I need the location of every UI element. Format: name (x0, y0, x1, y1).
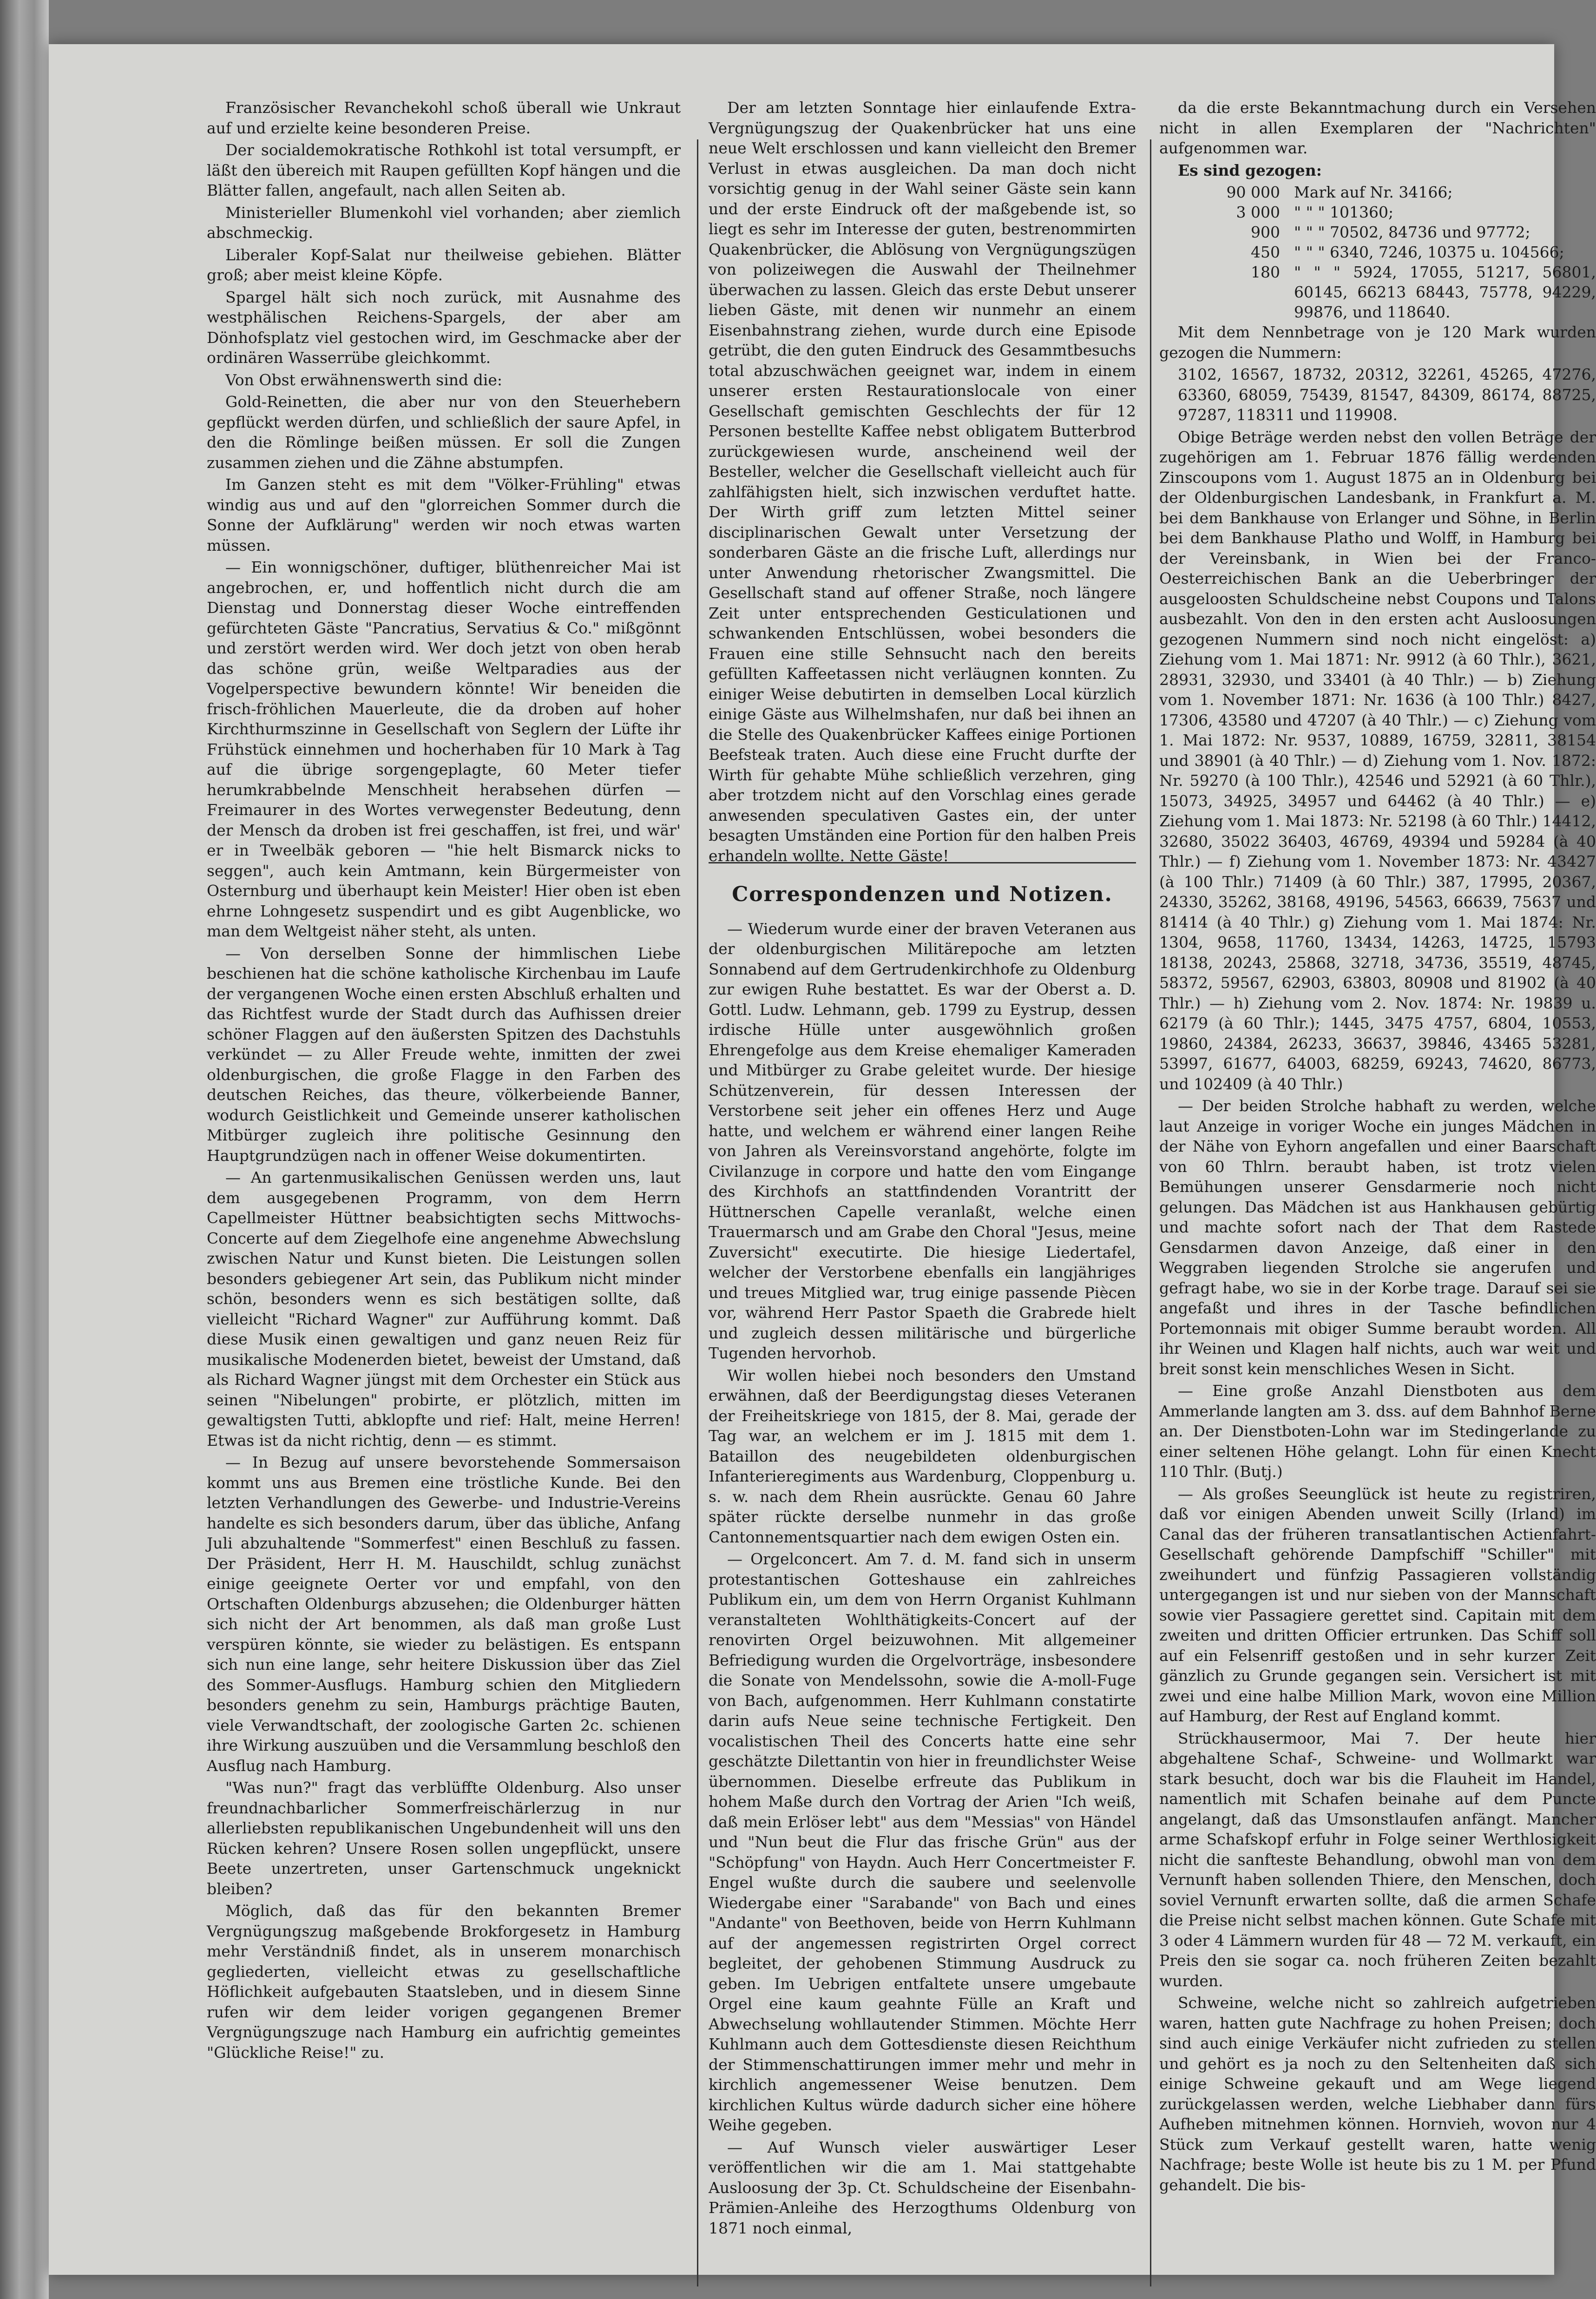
paragraph: — Der beiden Strolche habhaft zu werden, welche laut Anzeige in voriger Woche ein junges Mädchen in der Nähe von Eyhorn angefallen und einer Baarschaft von 60 Thlrn. beraubt haben, ist trotz vielen Bemühungen unserer Gensdarmerie noch nicht gelungen. Das Mädchen ist aus Hankhausen gebürtig und machte sofort nach der That dem Rastede Gensdarmen davon Anzeige, daß einer in den Weggraben liegenden Strolche sie angerufen und gefragt habe, wo sie in der Korbe trage. Darauf sei sie angefaßt und ihres in der Tasche befindlichen Portemonnais mit obiger Summe beraubt worden. All ihr Weinen und Klagen half nichts, auch war weit und breit sonst kein menschliches Wesen in Sicht. (1159, 1097, 1596, 1378)
prize-amount: 180 (1251, 263, 1280, 281)
prize-row (1159, 182, 1596, 202)
paragraph: Gold-Reinetten, die aber nur von den Steuerhebern gepflückt werden dürfen, und schließlich der saure Apfel, in den die Römlinge beißen müssen. Er soll die Zungen zusammen ziehen und die Zähne abstumpfen. (207, 393, 681, 472)
number-list: 3102, 16567, 18732, 20312, 32261, 45265, 47276, 63360, 68059, 75439, 81547, 84309, 86174, 88725, 97287, 118311 und 119908. (1178, 365, 1596, 424)
prize-numbers: " " " 6340, 7246, 10375 u. 104566; (1294, 243, 1564, 261)
column-3 (1159, 98, 1596, 2197)
prize-amount: 900 (1251, 223, 1280, 241)
prize-amount: 3 000 (1236, 203, 1280, 221)
prize-numbers: " " " 70502, 84736 und 97772; (1294, 223, 1530, 241)
newspaper-page (49, 44, 1596, 2275)
column-2 (709, 98, 1136, 2240)
paragraph: Strückhausermoor, Mai 7. Der heute hier abgehaltene Schaf-, Schweine- und Wollmarkt war stark besucht, doch war bis die Flauheit im Handel, namentlich mit Schafen beinahe auf dem Puncte angelangt, daß das Umsonstlaufen anfängt. Mancher arme Schafskopf erfuhr in Folge seiner Werthlosigkeit nicht die sanfteste Behandlung, obwohl man von dem Vernunft haben sollenden Thiere, den Menschen, doch soviel Vernunft erwarten sollte, daß die armen Schafe die Preise nicht selbst machen können. Gute Schafe mit 3 oder 4 Lämmern wurden für 48 — 72 M. verkauft, ein Preis den sie sogar ca. noch früheren Zeiten bezahlt wurden. (1159, 1729, 1596, 1990)
paragraph: — Eine große Anzahl Dienstboten aus dem Ammerlande langten am 3. dss. auf dem Bahnhof Berne an. Der Dienstboten-Lohn war im Stedingerlande zu einer seltenen Höhe gelangt. Lohn für einen Knecht 110 Thlr. (Butj.) (1159, 1382, 1596, 1481)
prize-row (1159, 262, 1596, 322)
prize-amount: 90 000 (1226, 183, 1280, 201)
paragraph: Mit dem Nennbetrage von je 120 Mark wurden gezogen die Nummern: (1159, 323, 1596, 362)
column-divider (697, 139, 698, 2286)
book-binding-edge (0, 0, 49, 2299)
prize-numbers: " " " 101360; (1294, 203, 1394, 221)
prize-row (1159, 242, 1596, 262)
paragraph: Ministerieller Blumenkohl viel vorhanden; aber ziemlich abschmeckig. (207, 203, 681, 242)
paragraph: — Ein wonnigschöner, duftiger, blüthenreicher Mai ist angebrochen, er, und hoffentlich nicht durch die am Dienstag und Donnerstag dieser Woche eintreffenden gefürchteten Gäste "Pancratius, Servatius & Co." mißgönnt und zerstört werden wird. Wer doch jetzt von oben herab das schöne grün, weiße Weltparadies aus der Vogelperspective bewundern könnte! Wir beneiden die frisch-fröhlichen Mauerleute, die da droben auf hoher Kirchthurmszinne in Gesellschaft von Seglern der Lüfte ihr Frühstück einnehmen und hocherhaben für 10 Mark à Tag auf die übrige sorgengeplagte, 60 Meter tiefer herumkrabbelnde Menschheit herabsehen dürfen — Freimaurer in des Wortes verwegenster Bedeutung, denn der Mensch da droben ist frei geschaffen, ist frei, und wär' er in Tweelbäk geboren — "hie helt Bismarck nicks to seggen", auch kein Amtmann, kein Bürgermeister von Osternburg und überhaupt kein Meister! Hier oben ist eben ehrne Lohngesetz suspendirt und es gibt Augenblicke, wo man dem Weltgeist näher steht, als unten. (207, 558, 681, 940)
paragraph: Wir wollen hiebei noch besonders den Umstand erwähnen, daß der Beerdigungstag dieses Veteranen der Freiheitskriege von 1815, der 8. Mai, gerade der Tag war, an welchem er im J. 1815 mit dem 1. Bataillon des neugebildeten oldenburgischen Infanterieregiments aus Wardenburg, Cloppenburg u. s. w. nach dem Rhein ausrückte. Genau 60 Jahre später rückte derselbe nunmehr in das große Cantonnementsquartier nach dem ewigen Osten ein. (709, 1366, 1136, 1546)
paragraph: — Orgelconcert. Am 7. d. M. fand sich in unserm protestantischen Gotteshause ein zahlreiches Publikum ein, um dem von Herrn Organist Kuhlmann veranstalteten Wohlthätigkeits-Concert auf der renovirten Orgel beizuwohnen. Mit allgemeiner Befriedigung wurden die Orgelvorträge, insbesondere die Sonate von Mendelssohn, sowie die A-moll-Fuge von Bach, aufgenommen. Herr Kuhlmann constatirte darin aufs Neue seine technische Fertigkeit. Den vocalistischen Theil des Concerts hatte eine sehr geschätzte Dilettantin von hier in freundlichster Weise übernommen. Dieselbe erfreute das Publikum in hohem Maße durch den Vortrag der Arien "Ich weiß, daß mein Erlöser lebt" aus dem "Messias" von Händel und "Nun beut die Flur das frische Grün" aus der "Schöpfung" von Haydn. Auch Herr Concertmeister F. Engel wußte durch die saubere und seelenvolle Wiedergabe einer "Sarabande" von Bach und eines "Andante" von Beethoven, beide von Herrn Kuhlmann auf der angemessen registrirten Orgel correct begleitet, der gehobenen Stimmung Ausdruck zu geben. Im Uebrigen entfaltete unsere umgebaute Orgel eine kaum geahnte Fülle an Kraft und Abwechselung wohllautender Stimmen. Möchte Herr Kuhlmann auch dem Gottesdienste diesen Reichthum der Stimmenschattirungen immer mehr und mehr in kirchlich angemessener Weise benutzen. Dem kirchlichen Kultus würde dadurch sicher eine höhere Weihe gegeben. (709, 1550, 1136, 2134)
prize-amount: 450 (1251, 243, 1280, 261)
paragraph: — In Bezug auf unsere bevorstehende Sommersaison kommt uns aus Bremen eine tröstliche Kunde. Bei den letzten Verhandlungen des Gewerbe- und Industrie-Vereins handelte es sich besonders darum, über das übliche, Anfang Juli abzuhaltende "Sommerfest" einen Beschluß zu fassen. Der Präsident, Herr H. M. Hauschildt, schlug zunächst einige geeignete Oerter vor und empfahl, von den Ortschaften Oldenburgs abzusehen; die Oldenburger hätten sich nicht der Art benommen, als daß man große Lust verspüren könnte, sie wieder zu belästigen. Es entspann sich nun eine lange, sehr heitere Diskussion über das Ziel des Sommer-Ausflugs. Hamburg schien den Mitgliedern besonders genehm zu sein, Hamburgs prächtige Bauten, viele Verwandtschaft, der zoologische Garten 2c. schienen ihre Wirkung auszuüben und die Versammlung beschloß den Ausflug nach Hamburg. (207, 1453, 681, 1775)
drawn-label: Es sind gezogen: (1178, 161, 1322, 179)
paragraph: — An gartenmusikalischen Genüssen werden uns, laut dem ausgegebenen Programm, von dem Herrn Capellmeister Hüttner beabsichtigten sechs Mittwochs-Concerte auf dem Ziegelhofe eine angenehme Abwechslung zwischen Natur und Kunst bieten. Die Leistungen sollen besonders gebiegener Art sein, das Publikum nicht minder schön, besonders wenn es sich bestätigen sollte, daß vielleicht "Richard Wagner" zur Aufführung kommt. Daß diese Musik einen gewaltigen und ganz neuen Reiz für musikalische Modenerden bietet, beweist der Umstand, daß als Richard Wagner jüngst mit dem Orchester ein Stück aus seinen "Nibelungen" probirte, er plötzlich, mitten im gewaltigsten Tutti, abklopfte und rief: Halt, meine Herren! Etwas ist da nicht richtig, denn — es stimmt. (207, 1168, 681, 1449)
paragraph: Schweine, welche nicht so zahlreich aufgetrieben waren, hatten gute Nachfrage zu hohen Preisen; doch sind auch einige Verkäufer nicht zufrieden zu stellen und gehört es ja noch zu den Seltenheiten daß sich einige Schweine gekauft und am Wege liegend zurückgelassen werden, welche Liebhaber dann fürs Aufheben mitnehmen können. Hornvieh, wovon nur 4 Stück zum Verkauf gestellt waren, hatte wenig Nachfrage; beste Wolle ist heute bis zu 1 M. per Pfund gehandelt. Die bis- (1159, 1994, 1596, 2194)
paragraph: Der socialdemokratische Rothkohl ist total versumpft, er läßt den übereich mit Raupen gefüllten Kopf hängen und die Blätter fallen, angefault, nach allen Seiten ab. (207, 141, 681, 199)
paragraph: da die erste Bekanntmachung durch ein Versehen nicht in allen Exemplaren der "Nachrichten" aufgenommen war. (1159, 99, 1596, 157)
prize-numbers: " " " 5924, 17055, 51217, 56801, 60145, 66213 68443, 75778, 94229, 99876, und 118640. (1294, 263, 1596, 321)
prize-table (1159, 182, 1596, 322)
paragraph: — Auf Wunsch vieler auswärtiger Leser veröffentlichen wir die am 1. Mai stattgehabte Ausloosung der 3p. Ct. Schuldscheine der Eisenbahn-Prämien-Anleihe des Herzogthums Oldenburg von 1871 noch einmal, (709, 2138, 1136, 2237)
paragraph: Liberaler Kopf-Salat nur theilweise gebiehen. Blätter groß; aber meist kleine Köpfe. (207, 245, 681, 284)
prize-row (1159, 202, 1596, 222)
column-1 (207, 98, 681, 2064)
paragraph: "Was nun?" fragt das verblüffte Oldenburg. Also unser freundnachbarlicher Sommerfreischärlerzug in nur allerliebsten republikanischen Ungebundenheit will uns den Rücken kehren? Unsere Rosen sollen ungepflückt, unsere Beete unzertreten, unser Gartenschmuck ungeknickt bleiben? (207, 1779, 681, 1898)
paragraph: Obige Beträge werden nebst den vollen Beträge der zugehörigen am 1. Februar 1876 fällig werdenden Zinscoupons vom 1. August 1875 an in Oldenburg bei der Oldenburgischen Landesbank, in Frankfurt a. M. bei dem Bankhause von Erlanger und Söhne, in Berlin bei dem Bankhause Platho und Wolff, in Hamburg bei der Vereinsbank, in Wien bei der Franco-Oesterreichischen Bank an die Ueberbringer der ausgeloosten Schuldscheine nebst Coupons und Talons ausbezahlt. Von den in den ersten acht Ausloosungen gezogenen Nummern sind noch nicht eingelöst: a) Ziehung vom 1. Mai 1871: Nr. 9912 (à 60 Thlr.), 3621, 28931, 32930, und 33401 (à 40 Thlr.) — b) Ziehung vom 1. November 1871: Nr. 1636 (à 100 Thlr.) 8427, 17306, 43580 und 47207 (à 40 Thlr.) — c) Ziehung vom 1. Mai 1872: Nr. 9537, 10889, 16759, 32811, 38154 und 38901 (à 40 Thlr.) — d) Ziehung vom 1. Nov. 1872: Nr. 59270 (à 100 Thlr.), 42546 und 52921 (à 60 Thlr.), 15073, 34925, 34957 und 64462 (à 40 Thlr.) — e) Ziehung vom 1. Mai 1873: Nr. 52198 (à 60 Thlr.) 14412, 32680, 35022 36403, 46769, 49394 und 59284 (à 40 Thlr.) — f) Ziehung vom 1. November 1873: Nr. 43427 (à 100 Thlr.) 71409 (à 60 Thlr.) 387, 17995, 20367, 24330, 35262, 38168, 49196, 54563, 66639, 75637 und 81414 (à 40 Thlr.) g) Ziehung vom 1. Mai 1874: Nr. 1304, 9658, 11760, 13434, 14263, 14725, 15793 18138, 20243, 25868, 32718, 34736, 35519, 48745, 58372, 59567, 62903, 63803, 80908 und 81902 (à 40 Thlr.) — h) Ziehung vom 2. Nov. 1874: Nr. 19839 u. 62179 (à 60 Thlr.); 1445, 3475 4757, 6804, 10553, 19860, 24384, 26233, 36637, 39846, 43465 53281, 53997, 61677, 64003, 68259, 69243, 74620, 86773, und 102409 (à 40 Thlr.) (1159, 428, 1596, 1093)
paragraph: Französischer Revanchekohl schoß überall wie Unkraut auf und erzielte keine besonderen Preise. (207, 99, 681, 137)
paragraph: Der am letzten Sonntage hier einlaufende Extra-Vergnügungszug der Quakenbrücker hat uns eine neue Welt erschlossen und kann vielleicht den Bremer Verlust in etwas ausgleichen. Da man doch nicht vorsichtig genug in der Wahl seiner Gäste sein kann und der erste Eindruck oft der maßgebende ist, so liegt es sehr im Interesse der guten, bestrenommirten Quakenbrücker, die Ablösung von Vergnügungszügen von polizeiwegen die Auswahl der Theilnehmer überwachen zu lassen. Gleich das erste Debut unserer lieben Gäste, mit denen wir nunmehr an einem Eisenbahnstrang ziehen, wurde durch eine Episode getrübt, die den guten Eindruck des Gesammtbesuchs total abzuschwächen geeignet war, indem in einem unserer ersten Restaurationslocale von einer Gesellschaft gemischten Geschlechts der für 12 Personen bestellte Kaffee nebst obligatem Butterbrod zurückgewiesen wurde, anscheinend weil der Besteller, welcher die Gesellschaft vielleicht auch für zahlfähigsten hielt, sich inzwischen verduftet hatte. Der Wirth griff zum letzten Mittel seiner disciplinarischen Gewalt unter Versetzung der sonderbaren Gäste an die frische Luft, allerdings nur unter Anwendung rhetorischer Zwangsmittel. Die Gesellschaft stand auf offener Straße, noch längere Zeit unter entsprechenden Gesticulationen und schwankenden Entschlüssen, wobei besonders die Frauen eine stille Sehnsucht nach den bereits gefüllten Kaffeetassen nicht verläugnen konnten. Zu einiger Weise debutirten in demselben Local kürzlich einige Gäste aus Wilhelmshafen, nur daß bei ihnen an die Stelle des Quakenbrücker Kaffees einige Portionen Beefsteak traten. Auch diese eine Frucht durfte der Wirth für gehabte Mühe schließlich verzehren, ging aber trotzdem nicht auf den Vorschlag eines gerade anwesenden speculativen Gastes ein, der unter besagten Umständen eine Portion für den halben Preis erhandeln wollte. Nette Gäste! (709, 99, 1136, 865)
paragraph: Im Ganzen steht es mit dem "Völker-Frühling" etwas windig aus und auf den "glorreichen Sommer durch die Sonne der Aufklärung" werden wir noch etwas warten müssen. (207, 475, 681, 554)
prize-row (1159, 222, 1596, 242)
paragraph: Von Obst erwähnenswerth sind die: (225, 370, 502, 389)
paragraph: — Von derselben Sonne der himmlischen Liebe beschienen hat die schöne katholische Kirchenbau im Laufe der vergangenen Woche einen ersten Abschluß erhalten und das Richtfest wurde der Stadt durch das Aufhissen dreier schöner Flaggen auf den äußersten Spitzen des Dachstuhls verkündet — zu Aller Freude wehte, inmitten der zwei oldenburgischen, die große Flagge in den Farben des deutschen Reiches, das theure, völkerbeiende Banner, wodurch Geistlichkeit und Gemeinde unserer katholischen Mitbürger zugleich ihre politische Gesinnung den Hauptgrundzügen nach in offener Weise dokumentirten. (207, 944, 681, 1165)
paragraph: Möglich, daß das für den bekannten Bremer Vergnügungszug maßgebende Brokforgesetz in Hamburg mehr Verständniß findet, als in unserem monarchisch gegliederten, vielleicht etwas zu gesellschaftliche Höflichkeit aufgebauten Staatsleben, und in diesem Sinne rufen wir dem leider vorigen gegangenen Bremer Vergnügungszuge nach Hamburg ein aufrichtig gemeintes "Glückliche Reise!" zu. (207, 1902, 681, 2062)
section-heading: Correspondenzen und Notizen. (732, 883, 1113, 906)
paragraph: Spargel hält sich noch zurück, mit Ausnahme des westphälischen Reichens-Spargels, der aber am Dönhofsplatz viel gestochen wird, im Geschmacke aber der ordinären Wasserrübe gleichkommt. (207, 288, 681, 367)
paragraph: — Wiederum wurde einer der braven Veteranen aus der oldenburgischen Militärepoche am letzten Sonnabend auf dem Gertrudenkirchhofe zu Oldenburg zur ewigen Ruhe bestattet. Es war der Oberst a. D. Gottl. Ludw. Lehmann, geb. 1799 zu Eystrup, dessen irdische Hülle unter ausgewöhnlich großen Ehrengefolge aus dem Kreise ehemaliger Kameraden und Mitbürger zu Grabe geleitet wurde. Der hiesige Schützenverein, für dessen Interessen der Verstorbene seit jeher ein offenes Herz und Auge hatte, und welchem er während einer langen Reihe von Jahren als Vereinsvorstand angehörte, folgte im Civilanzuge in corpore und hatte den vom Eingange des Kirchhofs an stattfindenden Vorantritt der Hüttnerschen Capelle veranlaßt, welche einen Trauermarsch und am Grabe den Choral "Jesus, meine Zuversicht" executirte. Die hiesige Liedertafel, welcher der Verstorbene ebenfalls ein langjähriges und treues Mitglied war, trug einige passende Piècen vor, während Herr Pastor Spaeth die Grabrede hielt und zugleich dessen militärische und bürgerliche Tugenden hervorhob. (709, 919, 1136, 1362)
column-divider (1150, 139, 1151, 2286)
paragraph: — Als großes Seeunglück ist heute zu registriren, daß vor einigen Abenden unweit Scilly (Irland) im Canal das der früheren transatlantischen Actienfahrt-Gesellschaft gehörende Dampfschiff "Schiller" mit zweihundert und fünfzig Passagieren vollständig untergegangen ist und nur sieben von der Mannschaft sowie vier Passagiere gerettet sind. Capitain mit dem zweiten und dritten Officier ertrunken. Das Schiff soll auf ein Felsenriff gestoßen und in sehr kurzer Zeit gänzlich zu Grunde gegangen sein. Versichert ist mit zwei und eine halbe Million Mark, wovon eine Million auf Hamburg, der Rest auf England kommt. (1159, 1484, 1596, 1725)
prize-numbers: Mark auf Nr. 34166; (1294, 183, 1453, 201)
